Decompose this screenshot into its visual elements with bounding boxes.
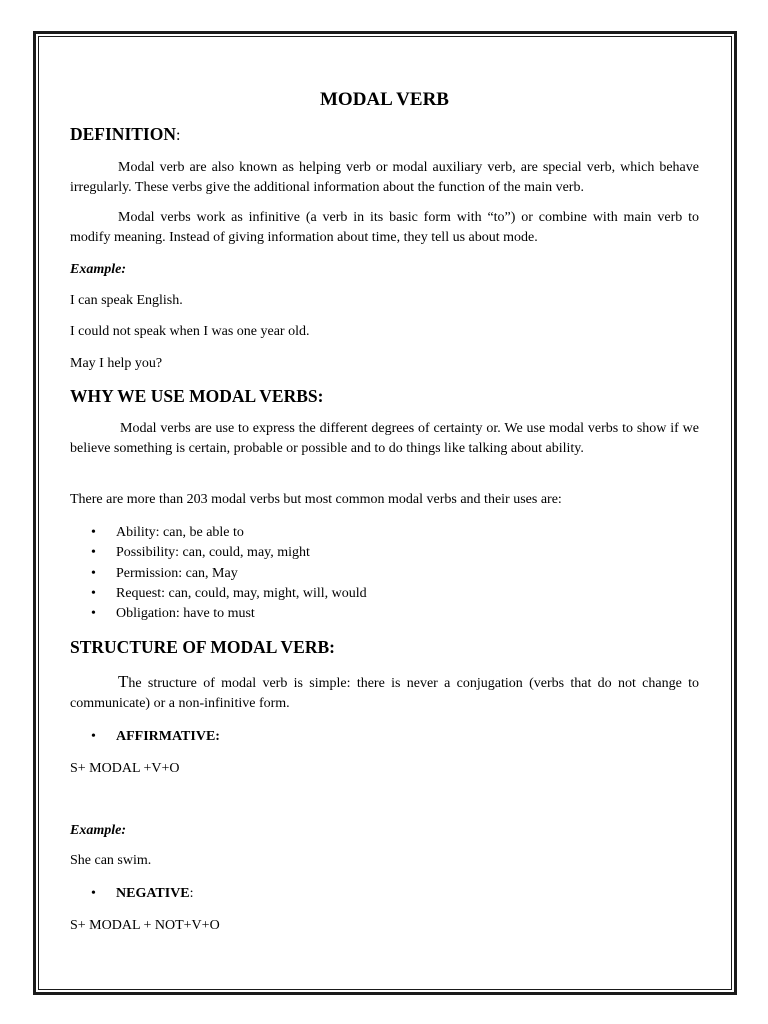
why-paragraph-1-text: Modal verbs are use to express the different degrees of certainty or. We use modal verbs to show if we believe something is certain, probable or possible and to do things like talking about ability. (70, 421, 699, 456)
definition-heading-text: DEFINITION (70, 124, 176, 144)
list-item (70, 884, 699, 904)
structure-example-label: Example: (70, 823, 126, 838)
affirmative-label: AFFIRMATIVE: (116, 729, 220, 744)
structure-paragraph (70, 672, 699, 714)
affirmative-formula: S+ MODAL +V+O (70, 761, 180, 776)
negative-list (70, 884, 699, 904)
definition-example-label: Example: (70, 262, 126, 277)
bullet-dot-icon: • (91, 886, 96, 901)
why-paragraph-1 (70, 419, 699, 459)
bullet-dot-icon: • (91, 525, 96, 540)
why-paragraph-2: There are more than 203 modal verbs but most common modal verbs and their uses are: (70, 492, 562, 507)
bullet-dot-icon: • (91, 565, 96, 581)
list-item (70, 604, 699, 624)
structure-paragraph-text: he structure of modal verb is simple: there is never a conjugation (verbs that do not change to communicate) or a non-infinitive form. (70, 676, 699, 711)
bullet-dot-icon: • (91, 729, 96, 744)
bullet-dot-icon: • (91, 585, 96, 601)
negative-formula: S+ MODAL + NOT+V+O (70, 918, 220, 933)
affirmative-list (70, 727, 699, 747)
list-item-text: Permission: can, May (116, 565, 238, 581)
negative-label: NEGATIVE (116, 886, 190, 901)
definition-paragraph-2-text: Modal verbs work as infinitive (a verb in its basic form with “to”) or combine with main verb to modify meaning. Instead of giving information about time, they tell us about mode. (70, 210, 699, 245)
affirmative-example: She can swim. (70, 853, 152, 868)
negative-label-colon: : (189, 886, 194, 901)
definition-paragraph-1-text: Modal verb are also known as helping verb or modal auxiliary verb, are special verb, which behave irregularly. These verbs give the additional information about the function of the main verb. (70, 160, 699, 195)
list-item-text: Request: can, could, may, might, will, would (116, 585, 367, 601)
bullet-dot-icon: • (91, 606, 96, 622)
list-item (70, 727, 699, 747)
definition-heading (70, 124, 699, 146)
definition-example-3: May I help you? (70, 356, 163, 371)
list-item-text: Obligation: have to must (116, 606, 255, 622)
list-item (70, 523, 699, 543)
modal-uses-list (70, 523, 699, 624)
bullet-dot-icon: • (91, 545, 96, 561)
list-item (70, 564, 699, 584)
list-item (70, 584, 699, 604)
definition-heading-colon: : (176, 127, 181, 144)
list-item-text: Possibility: can, could, may, might (116, 545, 310, 561)
list-item-text: Ability: can, be able to (116, 525, 244, 540)
why-heading: WHY WE USE MODAL VERBS: (70, 386, 324, 406)
structure-heading: STRUCTURE OF MODAL VERB: (70, 637, 335, 657)
definition-paragraph-2 (70, 208, 699, 248)
definition-paragraph-1 (70, 158, 699, 198)
definition-example-1: I can speak English. (70, 293, 183, 308)
structure-paragraph-initial: T (118, 672, 129, 691)
list-item (70, 543, 699, 563)
page-title: MODAL VERB (320, 89, 449, 110)
definition-example-2: I could not speak when I was one year old. (70, 324, 310, 339)
